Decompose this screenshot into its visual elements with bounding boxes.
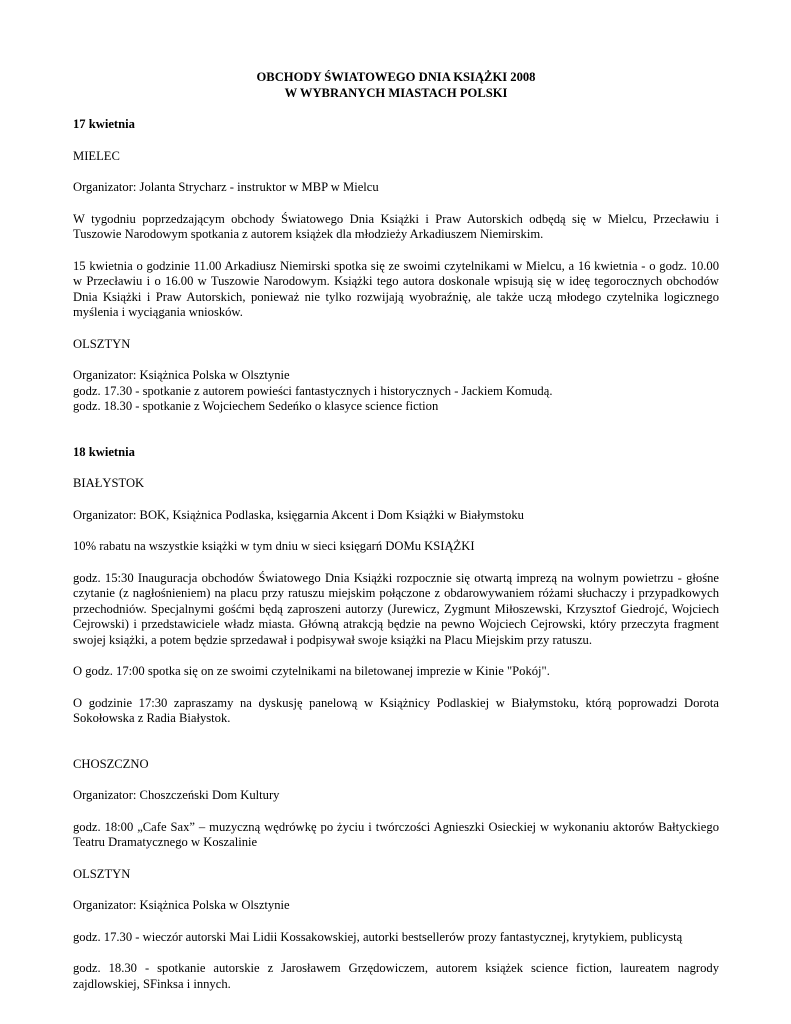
document-title-line-2: W WYBRANYCH MIASTACH POLSKI bbox=[284, 85, 508, 100]
date-heading-17: 17 kwietnia bbox=[73, 117, 135, 131]
discount-bialystok: 10% rabatu na wszystkie książki w tym dniu w sieci księgarń DOMu KSIĄŻKI bbox=[73, 539, 475, 553]
paragraph-bialystok-2: O godz. 17:00 spotka się on ze swoimi czytelnikami na biletowanej imprezie w Kinie "Pokój". bbox=[73, 664, 550, 678]
event-olsztyn-1-a: godz. 17.30 - spotkanie z autorem powieści fantastycznych i historycznych - Jackiem Komudą. bbox=[73, 383, 553, 398]
city-heading-mielec: MIELEC bbox=[73, 148, 120, 163]
paragraph-olsztyn-2-b: godz. 18.30 - spotkanie autorskie z Jarosławem Grzędowiczem, autorem książek science fiction, laureatem nagrody zajdlowskiej, SFinksa i innych. bbox=[73, 961, 719, 991]
paragraph-mielec-2: 15 kwietnia o godzinie 11.00 Arkadiusz Niemirski spotka się ze swoimi czytelnikami w Mielcu, a 16 kwietnia - o godz. 10.00 w Przecławiu i o 16.00 w Tuszowie Narodowym. Książki tego autora doskonale wpisują się w ideę tegorocznych obchodów Dnia Książki i Praw Autorskich, ponieważ nie tylko rozwijają wyobraźnię, ale także uczą młodego czytelnika logicznego myślenia i wyciągania wniosków. bbox=[73, 258, 719, 319]
organizer-choszczno: Organizator: Choszczeński Dom Kultury bbox=[73, 788, 280, 802]
organizer-bialystok: Organizator: BOK, Książnica Podlaska, księgarnia Akcent i Dom Książki w Białymstoku bbox=[73, 507, 524, 522]
date-heading-18: 18 kwietnia bbox=[73, 444, 135, 459]
paragraph-olsztyn-2-a: godz. 17.30 - wieczór autorski Mai Lidii Kossakowskiej, autorki bestsellerów prozy fantastycznej, krytykiem, publicystą bbox=[73, 929, 683, 944]
paragraph-bialystok-3: O godzinie 17:30 zapraszamy na dyskusję panelową w Książnicy Podlaskiej w Białymstoku, którą poprowadzi Dorota Sokołowska z Radia Białystok. bbox=[73, 695, 719, 725]
city-heading-olsztyn-1: OLSZTYN bbox=[73, 336, 131, 351]
document-title-line-1: OBCHODY ŚWIATOWEGO DNIA KSIĄŻKI 2008 bbox=[256, 70, 536, 84]
paragraph-mielec-1: W tygodniu poprzedzającym obchody Światowego Dnia Książki i Praw Autorskich odbędą się w Mielcu, Przecławiu i Tuszowie Narodowym spotkania z autorem książek dla młodzieży Arkadiuszem Niemirskim. bbox=[73, 211, 719, 241]
city-heading-choszczno: CHOSZCZNO bbox=[73, 756, 149, 771]
paragraph-bialystok-1: godz. 15:30 Inauguracja obchodów Światowego Dnia Książki rozpocznie się otwartą imprezą na wolnym powietrzu - głośne czytanie (z nagłośnieniem) na placu przy ratuszu miejskim połączone z obdarowywaniem różami słuchaczy i przypadkowych przechodniów. Specjalnymi gośćmi będą zaproszeni autorzy (Jurewicz, Zygmunt Miłoszewski, Krzysztof Giedrojć, Wojciech Cejrowski) i przedstawiciele władz miasta. Główną atrakcją będzie na pewno Wojciech Cejrowski, który przeczyta fragment swojej książki, a potem będzie sprzedawał i podpisywał swoje książki na Placu Miejskim przy ratuszu. bbox=[73, 570, 719, 647]
city-heading-bialystok: BIAŁYSTOK bbox=[73, 476, 145, 490]
organizer-olsztyn-1: Organizator: Książnica Polska w Olsztynie bbox=[73, 368, 290, 382]
event-olsztyn-1-b: godz. 18.30 - spotkanie z Wojciechem Sedeńko o klasyce science fiction bbox=[73, 399, 439, 413]
document-page bbox=[73, 70, 719, 992]
organizer-olsztyn-2: Organizator: Książnica Polska w Olsztynie bbox=[73, 898, 290, 912]
city-heading-olsztyn-2: OLSZTYN bbox=[73, 866, 131, 881]
paragraph-choszczno-1: godz. 18:00 „Cafe Sax” – muzyczną wędrówkę po życiu i twórczości Agnieszki Osieckiej w wykonaniu aktorów Bałtyckiego Teatru Dramatycznego w Koszalinie bbox=[73, 819, 719, 849]
organizer-mielec: Organizator: Jolanta Strycharz - instruktor w MBP w Mielcu bbox=[73, 180, 379, 194]
